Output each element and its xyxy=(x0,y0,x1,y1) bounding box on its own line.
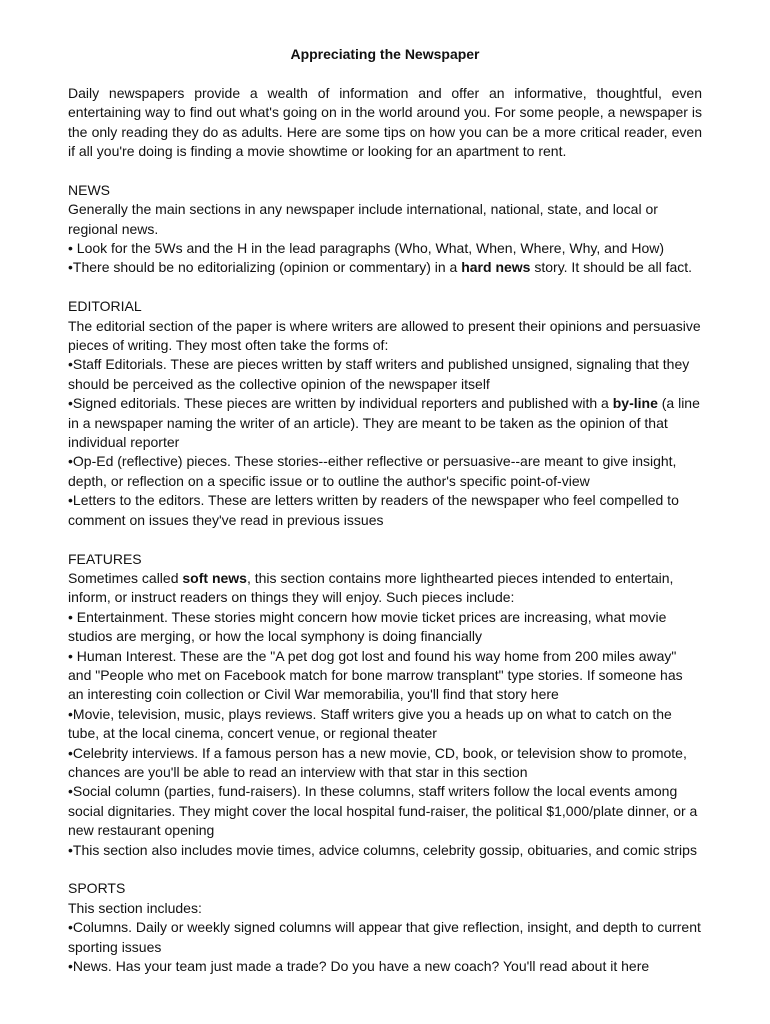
editorial-section xyxy=(68,297,702,530)
news-intro: Generally the main sections in any newspaper include international, national, state, and local or regional news. xyxy=(68,201,658,237)
features-intro: Sometimes called soft news, this section contains more lighthearted pieces intended to entertain, inform, or instruct readers on things they will enjoy. Such pieces include: xyxy=(68,569,674,606)
news-bullet-5ws: • Look for the 5Ws and the H in the lead paragraphs (Who, What, When, Where, Why, and How) xyxy=(68,240,665,257)
editorial-bullet-letters: •Letters to the editors. These are letters written by readers of the newspaper who feel compelled to comment on issues they've read in previous issues xyxy=(68,492,679,528)
features-bullet-misc: •This section also includes movie times, advice columns, celebrity gossip, obituaries, and comic strips xyxy=(68,841,697,858)
features-bullet-reviews: •Movie, television, music, plays reviews. Staff writers give you a heads up on what to catch on the tube, at the local cinema, concert venue, or regional theater xyxy=(68,705,672,742)
sports-intro: This section includes: xyxy=(68,899,202,916)
soft-news-term: soft news xyxy=(182,569,247,586)
editorial-bullet-staff: •Staff Editorials. These are pieces written by staff writers and published unsigned, signaling that they should be perceived as the collective opinion of the newspaper itself xyxy=(68,356,690,392)
features-bullet-entertainment: • Entertainment. These stories might concern how movie ticket prices are increasing, what movie studios are merging, or how the local symphony is doing financially xyxy=(68,608,667,645)
features-heading: FEATURES xyxy=(68,550,142,567)
sports-section xyxy=(68,879,702,976)
editorial-heading: EDITORIAL xyxy=(68,298,142,315)
sports-bullet-news: •News. Has your team just made a trade? Do you have a new coach? You'll read about it here xyxy=(68,958,650,975)
editorial-bullet-oped: •Op-Ed (reflective) pieces. These stories--either reflective or persuasive--are meant to give insight, depth, or reflection on a specific issue or to outline the author's specific point-of-view xyxy=(68,453,677,489)
sports-heading: SPORTS xyxy=(68,880,126,897)
features-section xyxy=(68,550,702,861)
document-title: Appreciating the Newspaper xyxy=(290,46,480,62)
by-line-term: by-line xyxy=(612,395,658,412)
news-bullet-no-editorializing: •There should be no editorializing (opinion or commentary) in a hard news story. It should be all fact. xyxy=(68,259,693,276)
features-bullet-social: •Social column (parties, fund-raisers). In these columns, staff writers follow the local events among social dignitaries. They might cover the local hospital fund-raiser, the political $1,000/plate dinner, or a new restaurant opening xyxy=(68,783,698,839)
features-bullet-celebrity: •Celebrity interviews. If a famous person has a new movie, CD, book, or television show to promote, chances are you'll be able to read an interview with that star in this section xyxy=(68,744,687,780)
intro-paragraph: Daily newspapers provide a wealth of information and offer an informative, thoughtful, even entertaining way to find out what's going on in the world around you. For some people, a newspaper is the only reading they do as adults. Here are some tips on how you can be a more critical reader, even if all you're doing is finding a movie showtime or looking for an apartment to rent. xyxy=(68,84,702,160)
editorial-intro: The editorial section of the paper is where writers are allowed to present their opinions and persuasive pieces of writing. They most often take the forms of: xyxy=(68,317,701,354)
news-section xyxy=(68,181,702,278)
news-heading: NEWS xyxy=(68,181,110,198)
sports-bullet-columns: •Columns. Daily or weekly signed columns will appear that give reflection, insight, and depth to current sporting issues xyxy=(68,919,701,955)
editorial-bullet-signed: •Signed editorials. These pieces are written by individual reporters and published with a by-line (a line in a newspaper naming the writer of an article). They are meant to be taken as the opinion of that individual reporter xyxy=(68,395,700,451)
features-bullet-human-interest: • Human Interest. These are the "A pet dog got lost and found his way home from 200 miles away" and "People who met on Facebook match for bone marrow transplant" type stories. If someone has an interesting coin collection or Civil War memorabilia, you'll find that story here xyxy=(68,647,683,703)
hard-news-term: hard news xyxy=(461,259,531,276)
